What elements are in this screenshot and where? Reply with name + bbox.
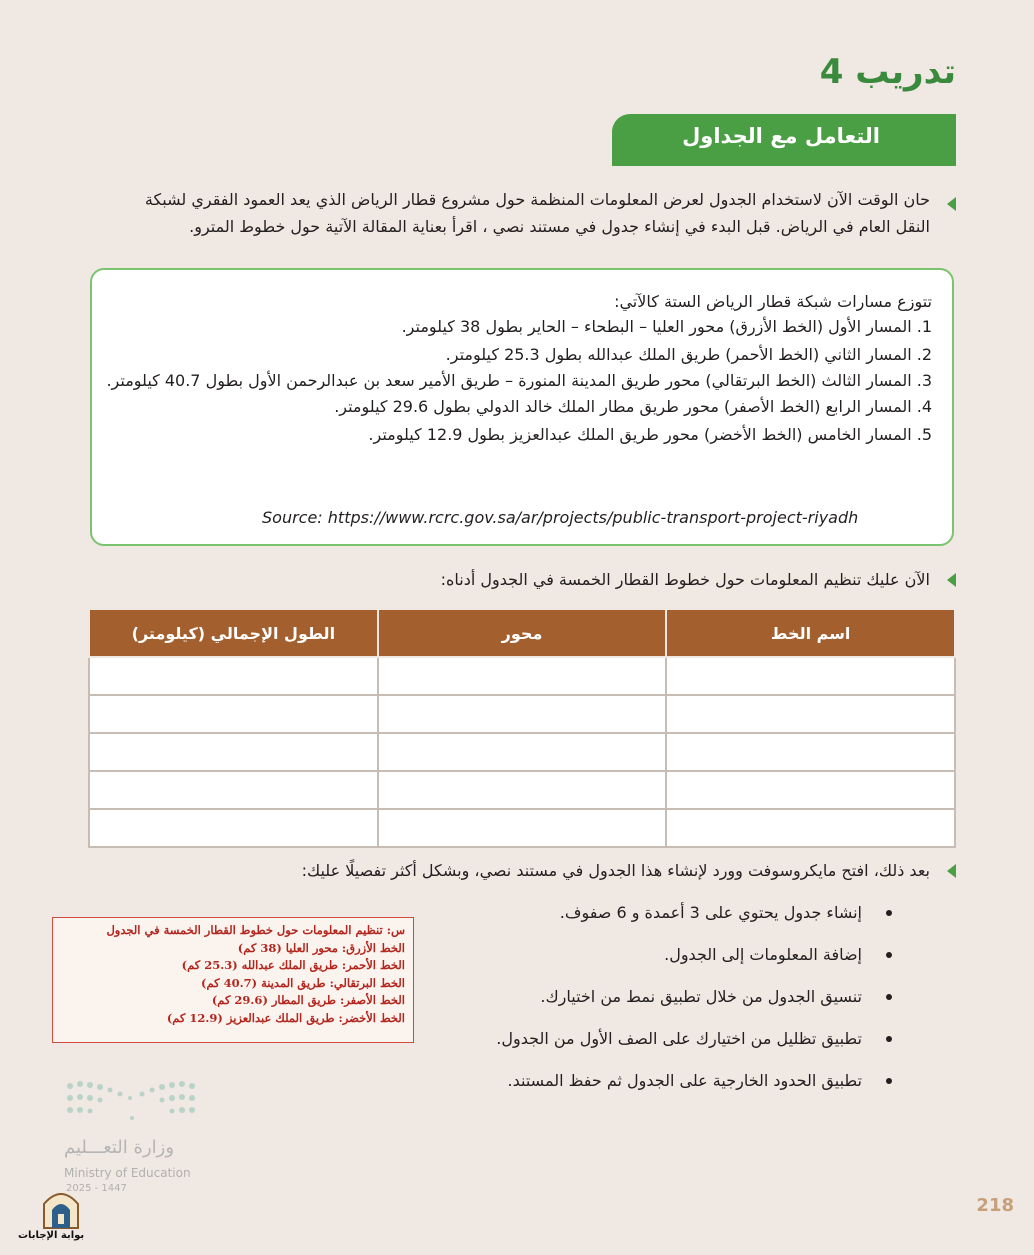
list-item: 1. المسار الأول (الخط الأزرق) محور العليا – البطحاء – الحاير بطول 38 كيلومتر. [401,317,932,336]
bullet-arrow-icon [947,197,956,211]
ministry-name-ar: وزارة التعـــليم [64,1137,175,1158]
table-cell[interactable] [378,695,667,733]
table-row [89,733,955,771]
table-cell[interactable] [89,771,378,809]
bullet-arrow-icon [947,573,956,587]
empty-table [88,608,956,848]
list-item: تنسيق الجدول من خلال تطبيق نمط من اختيارك. [372,986,892,1028]
bullet-dot-icon [886,994,892,1000]
table-cell[interactable] [378,657,667,695]
list-item: 2. المسار الثاني (الخط الأحمر) طريق الملك عبدالله بطول 25.3 كيلومتر. [445,345,932,364]
bullet-dot-icon [886,910,892,916]
list-item: 5. المسار الخامس (الخط الأخضر) محور طريق الملك عبدالعزيز بطول 12.9 كيلومتر. [368,425,932,444]
site-name: بوابة الإجابات [18,1230,85,1241]
table-cell[interactable] [89,733,378,771]
followup-prompt: بعد ذلك، افتح مايكروسوفت وورد لإنشاء هذا الجدول في مستند نصي، وبشكل أكثر تفصيلًا عليك: [301,861,930,880]
intro-paragraph: حان الوقت الآن لاستخدام الجدول لعرض المعلومات المنظمة حول مشروع قطار الرياض الذي يعد العمود الفقري لشبكة النقل العام في الرياض. قبل البدء في إنشاء جدول في مستند نصي ، اقرأ بعناية المقالة الآتية حول خطوط المترو. [144,190,930,236]
list-item: إضافة المعلومات إلى الجدول. [372,944,892,986]
site-logo-icon [40,1186,82,1230]
table-cell[interactable] [666,733,955,771]
section-banner [612,114,956,166]
page-number: 218 [976,1195,1014,1216]
list-item: 4. المسار الرابع (الخط الأصفر) محور طريق مطار الملك خالد الدولي بطول 29.6 كيلومتر. [334,397,932,416]
list-item: 3. المسار الثالث (الخط البرتقالي) محور طريق المدينة المنورة – طريق الأمير سعد بن عبدالرحمن الأول بطول 40.7 كيلومتر. [106,371,932,390]
article-lead: تتوزع مسارات شبكة قطار الرياض الستة كالآتي: [614,292,932,311]
table-cell[interactable] [666,657,955,695]
table-cell[interactable] [378,809,667,847]
table-row [89,657,955,695]
answer-line: الخط الأحمر: طريق الملك عبدالله (25.3 كم) [181,958,405,972]
list-item: إنشاء جدول يحتوي على 3 أعمدة و 6 صفوف. [372,902,892,944]
page-title: تدريب 4 [819,52,956,92]
table-row [89,771,955,809]
table-cell[interactable] [666,695,955,733]
table-cell[interactable] [378,771,667,809]
answer-line: الخط الأخضر: طريق الملك عبدالعزيز (12.9 كم) [166,1010,405,1025]
bullet-arrow-icon [947,864,956,878]
source-link[interactable]: Source: https://www.rcrc.gov.sa/ar/projects/public-transport-project-riyadh [262,508,859,527]
route-list [102,316,932,452]
table-row [89,809,955,847]
steps-list [372,902,892,1112]
table-cell[interactable] [378,733,667,771]
column-header: محور [378,609,667,657]
section-title: التعامل مع الجداول [682,124,880,148]
table-cell[interactable] [666,809,955,847]
table-cell[interactable] [89,695,378,733]
column-header: الطول الإجمالي (كيلومتر) [89,609,378,657]
table-cell[interactable] [666,771,955,809]
column-header: اسم الخط [666,609,955,657]
bullet-dot-icon [886,952,892,958]
bullet-dot-icon [886,1036,892,1042]
list-item: تطبيق الحدود الخارجية على الجدول ثم حفظ المستند. [372,1070,892,1112]
table-prompt: الآن عليك تنظيم المعلومات حول خطوط القطار الخمسة في الجدول أدناه: [440,570,930,589]
table-cell[interactable] [89,657,378,695]
answer-line: الخط الأزرق: محور العليا (38 كم) [237,940,405,955]
answer-line: الخط الأصفر: طريق المطار (29.6 كم) [211,993,405,1007]
table-header-row [89,609,955,657]
bullet-dot-icon [886,1078,892,1084]
ministry-name-en: Ministry of Education [64,1166,191,1180]
list-item: تطبيق تظليل من اختيارك على الصف الأول من الجدول. [372,1028,892,1070]
answer-note [52,917,414,1043]
table-cell[interactable] [89,809,378,847]
ministry-year: 2025 - 1447 [66,1183,127,1194]
article-box [90,268,954,546]
ministry-logo-icon [62,1078,202,1128]
table-row [89,695,955,733]
answer-line: الخط البرتقالي: طريق المدينة (40.7 كم) [201,975,405,990]
answer-line: س: تنظيم المعلومات حول خطوط القطار الخمسة في الجدول [106,923,405,937]
